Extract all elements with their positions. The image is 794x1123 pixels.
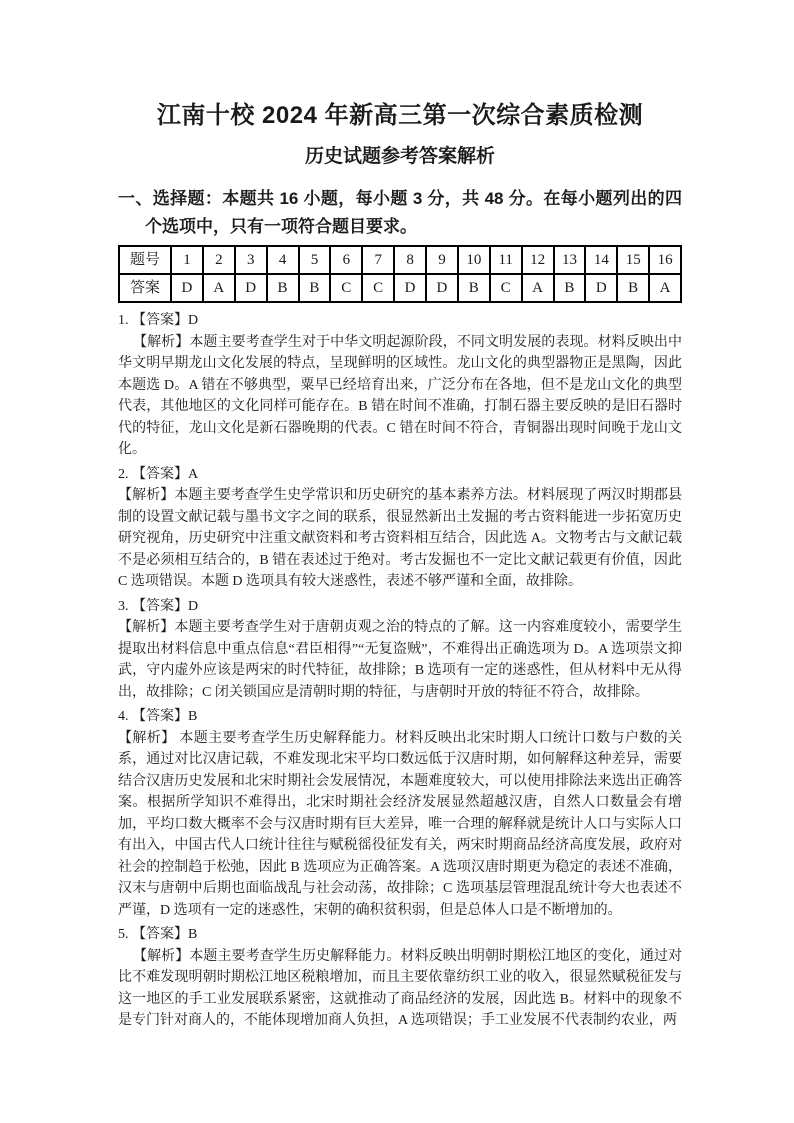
- question-number-cell: 14: [585, 246, 617, 274]
- answer-line: [118, 924, 682, 946]
- answer-letter-cell: A: [649, 274, 681, 302]
- question-number: 5.: [118, 927, 129, 942]
- question-number-cell: 6: [330, 246, 362, 274]
- answer-line: [118, 596, 682, 618]
- question-number: 3.: [118, 598, 129, 614]
- question-number-cell: 2: [203, 246, 235, 274]
- analysis-text: 【解析】本题主要考查学生对于唐朝贞观之治的特点的了解。这一内容难度较小，需要学生提取出材料信息中重点信息“君臣相得”“无复盗贼”，不难得出正确选项为 D。A 选项崇文抑武，守内虚外应该是两宋的时代特征，故排除；B 选项有一定的迷惑性，但从材料中无从得出，故排除；C 闭关锁国应是清朝时期的特征，与唐朝时开放的特征不符合，故排除。: [118, 620, 682, 700]
- question-number-cell: 7: [362, 246, 394, 274]
- answer-letter-cell: C: [330, 274, 362, 302]
- answer-letter-cell: B: [554, 274, 586, 302]
- answer-item: [118, 924, 682, 1032]
- question-number-cell: 8: [394, 246, 426, 274]
- explanations-list: [118, 310, 682, 1032]
- question-number-cell: 4: [267, 246, 299, 274]
- question-number-cell: 9: [426, 246, 458, 274]
- analysis-text: 【解析】本题主要考查学生对于中华文明起源阶段，不同文明发展的表现。材料反映出中华文明早期龙山文化发展的特点，呈现鲜明的区域性。龙山文化的典型器物正是黑陶，因此本题选 D。A 错在不够典型，粟早已经培育出来，广泛分布在各地，但不是龙山文化的典型代表，其他地区的文化同样可能存在。B 错在时间不准确，打制石器主要反映的是旧石器时代的特征，龙山文化是新石器晚期的代表。C 错在时间不符合，青铜器出现时间晚于龙山文化。: [118, 334, 682, 457]
- answer-value: B: [188, 709, 198, 724]
- answer-letter-cell: B: [458, 274, 490, 302]
- answer-letter-cell: A: [522, 274, 554, 302]
- question-number: 1.: [118, 313, 129, 328]
- table-row-question-numbers: [119, 246, 681, 274]
- answer-letter-cell: C: [362, 274, 394, 302]
- question-number: 4.: [118, 709, 129, 724]
- question-number-cell: 3: [235, 246, 267, 274]
- question-number-cell: 1: [171, 246, 203, 274]
- question-number-cell: 10: [458, 246, 490, 274]
- answer-value: D: [188, 598, 199, 614]
- answer-value: B: [188, 927, 198, 942]
- answer-line: [118, 464, 682, 486]
- question-number-cell: 15: [617, 246, 649, 274]
- answer-line: [118, 310, 682, 332]
- row-label-answer: 答案: [119, 274, 171, 302]
- answer-letter-cell: B: [617, 274, 649, 302]
- answer-letter-cell: D: [585, 274, 617, 302]
- answer-letter-cell: D: [394, 274, 426, 302]
- answer-letter-cell: D: [426, 274, 458, 302]
- answer-item: [118, 706, 682, 921]
- row-label-question-number: 题号: [119, 246, 171, 274]
- document-subtitle: 历史试题参考答案解析: [304, 146, 495, 167]
- question-number: 2.: [118, 466, 129, 482]
- analysis-text: 【解析】本题主要考查学生历史解释能力。材料反映出明朝时期松江地区的变化，通过对比不难发现明朝时期松江地区税粮增加，而且主要依靠纺织工业的收入，很显然赋税征发与这一地区的手工业发展联系紧密，这就推动了商品经济的发展，因此选 B。材料中的现象不是专门针对商人的，不能体现增加商人负担，A 选项错误；手工业发展不代表制约农业，两: [118, 948, 682, 1028]
- answer-item: [118, 310, 682, 461]
- question-number-cell: 5: [299, 246, 331, 274]
- question-number-cell: 11: [490, 246, 522, 274]
- analysis-text: 【解析】 本题主要考查学生历史解释能力。材料反映出北宋时期人口统计口数与户数的关系，通过对比汉唐记载，不难发现北宋平均口数远低于汉唐时期，如何解释这种差异，需要结合汉唐历史发展和北宋时期社会发展情况，本题难度较大，可以使用排除法来选出正确答案。根据所学知识不难得出，北宋时期社会经济发展显然超越汉唐，自然人口数量会有增加，平均口数大概率不会与汉唐时期有巨大差异，唯一合理的解释就是统计人口与实际人口有出入，中国古代人口统计往往与赋税徭役征发有关，两宋时期商品经济高度发展，政府对社会的控制趋于松弛，因此 B 选项应为正确答案。A 选项汉唐时期更为稳定的表述不准确，汉末与唐朝中后期也面临战乱与社会动荡，故排除；C 选项基层管理混乱统计夸大也表述不严谨，D 选项有一定的迷惑性，宋朝的确积贫积弱，但是总体人口是不断增加的。: [118, 730, 682, 918]
- answer-letter-cell: D: [235, 274, 267, 302]
- question-number-cell: 16: [649, 246, 681, 274]
- answer-key-table: [118, 245, 682, 303]
- answer-label: 【答案】: [132, 927, 188, 942]
- analysis-text: 【解析】本题主要考查学生史学常识和历史研究的基本素养方法。材料展现了两汉时期郡县制的设置文献记载与墨书文字之间的联系，很显然新出土发掘的考古资料能进一步拓宽历史研究视角，历史研究中注重文献资料和考古资料相互结合，因此选 A。文物考古与文献记载不是必须相互结合的，B 错在表述过于绝对。考古发掘也不一定比文献记载更有价值，因此 C 选项错误。本题 D 选项具有较大迷惑性，表述不够严谨和全面，故排除。: [118, 488, 682, 589]
- section-heading: 一、选择题：本题共 16 小题，每小题 3 分，共 48 分。在每小题列出的四个选项中，只有一项符合题目要求。: [118, 189, 682, 236]
- answer-line: [118, 706, 682, 728]
- answer-label: 【答案】: [132, 466, 188, 482]
- answer-value: A: [188, 466, 199, 482]
- answer-label: 【答案】: [132, 709, 188, 724]
- table-row-answers: [119, 274, 681, 302]
- answer-label: 【答案】: [132, 313, 188, 328]
- answer-label: 【答案】: [132, 598, 188, 614]
- answer-item: [118, 596, 682, 704]
- answer-item: [118, 464, 682, 593]
- question-number-cell: 13: [554, 246, 586, 274]
- answer-letter-cell: A: [203, 274, 235, 302]
- answer-letter-cell: B: [299, 274, 331, 302]
- document-title: 江南十校 2024 年新高三第一次综合素质检测: [156, 102, 644, 129]
- answer-letter-cell: D: [171, 274, 203, 302]
- answer-letter-cell: C: [490, 274, 522, 302]
- question-number-cell: 12: [522, 246, 554, 274]
- answer-value: D: [188, 313, 199, 328]
- answer-letter-cell: B: [267, 274, 299, 302]
